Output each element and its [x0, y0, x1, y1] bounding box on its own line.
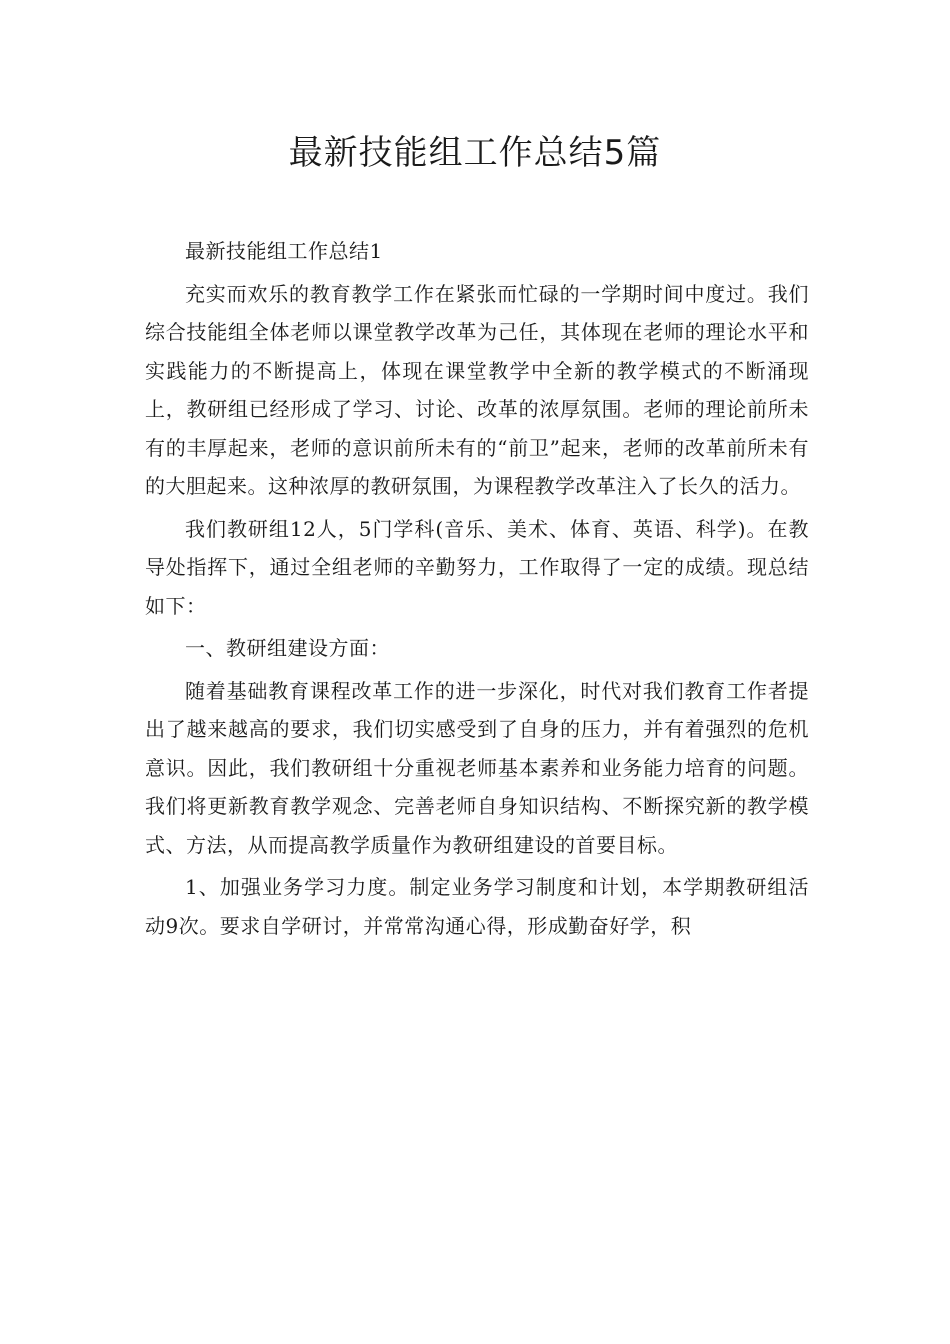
paragraph: 1、加强业务学习力度。制定业务学习制度和计划，本学期教研组活动9次。要求自学研讨，并常常沟通心得，形成勤奋好学，积 — [145, 875, 809, 938]
paragraph: 充实而欢乐的教育教学工作在紧张而忙碌的一学期时间中度过。我们综合技能组全体老师以课堂教学改革为己任，其体现在老师的理论水平和实践能力的不断提高上，体现在课堂教学中全新的教学模式的不断涌现上，教研组已经形成了学习、讨论、改革的浓厚氛围。老师的理论前所未有的丰厚起来，老师的意识前所未有的“前卫”起来，老师的改革前所未有的大胆起来。这种浓厚的教研氛围，为课程教学改革注入了长久的活力。 — [145, 281, 809, 498]
document-title: 最新技能组工作总结5篇 — [288, 133, 662, 173]
paragraph: 我们教研组12人，5门学科(音乐、美术、体育、英语、科学)。在教导处指挥下，通过全组老师的辛勤努力，工作取得了一定的成绩。现总结如下： — [145, 516, 809, 618]
document-body — [145, 232, 809, 949]
section-heading: 一、教研组建设方面： — [185, 636, 390, 660]
paragraph: 随着基础教育课程改革工作的进一步深化，时代对我们教育工作者提出了越来越高的要求，我们切实感受到了自身的压力，并有着强烈的危机意识。因此，我们教研组十分重视老师基本素养和业务能力培育的问题。我们将更新教育教学观念、完善老师自身知识结构、不断探究新的教学模式、方法，从而提高教学质量作为教研组建设的首要目标。 — [145, 678, 809, 857]
section-heading: 最新技能组工作总结1 — [185, 239, 383, 263]
